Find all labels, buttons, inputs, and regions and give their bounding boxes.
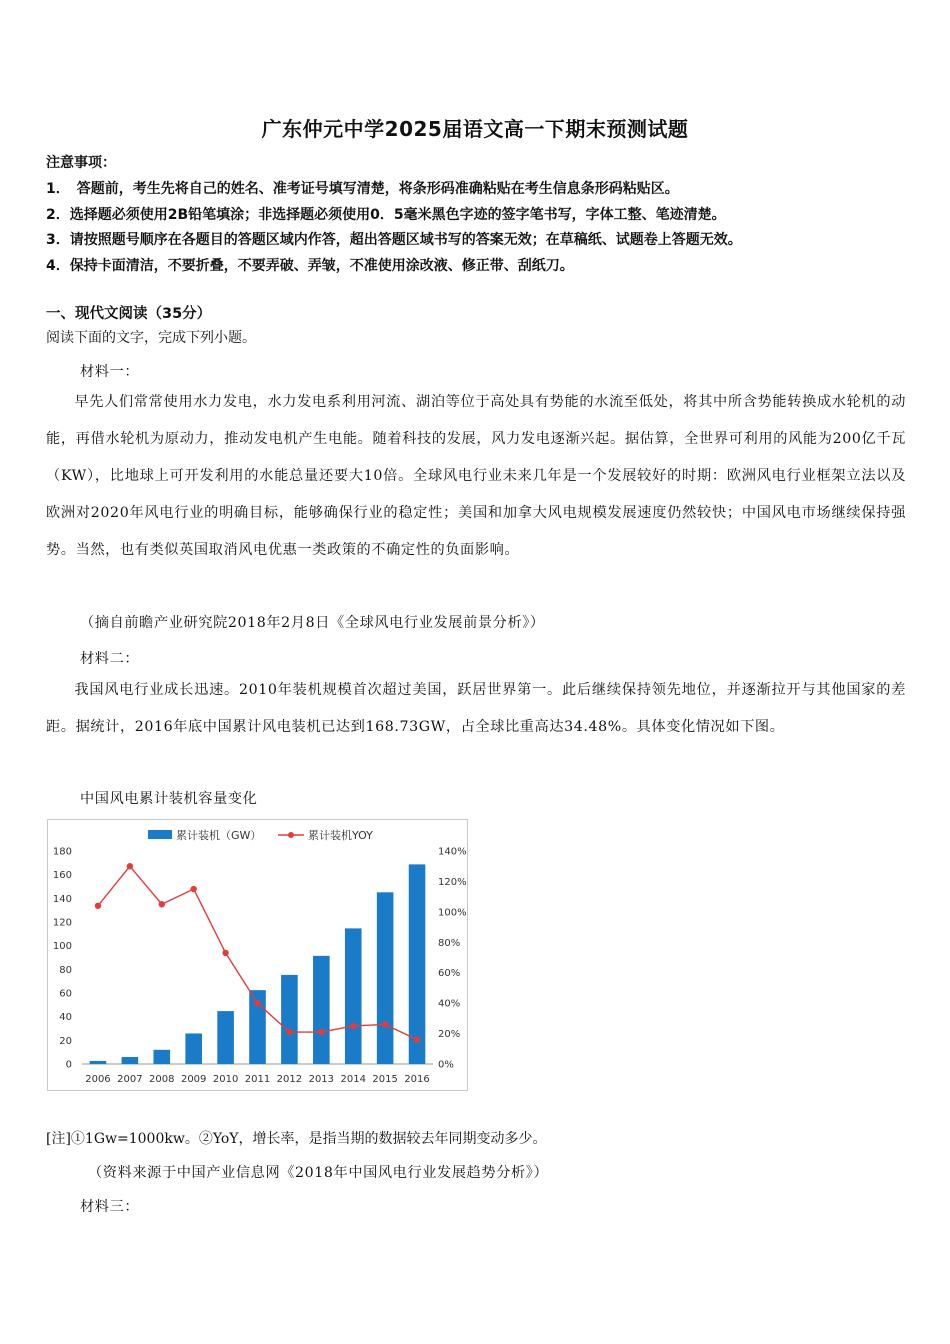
yoy-point (286, 1029, 292, 1035)
bar (217, 1011, 234, 1064)
legend-line-marker (288, 832, 294, 838)
y-right-tick-label: 60% (438, 968, 461, 980)
bar (281, 975, 298, 1064)
section-heading: 一、现代文阅读（35分） (46, 306, 212, 322)
notice-item: 2．选择题必须使用2B铅笔填涂；非选择题必须使用0．5毫米黑色字迹的签字笔书写，字体工整、笔迹清楚。 (46, 207, 726, 223)
yoy-point (127, 863, 133, 869)
page-title: 广东仲元中学2025届语文高一下期末预测试题 (261, 117, 689, 141)
y-right-tick-label: 140% (438, 846, 467, 858)
x-tick-label: 2014 (340, 1074, 366, 1085)
yoy-point (95, 903, 101, 909)
material1-paragraph: 早先人们常常使用水力发电，水力发电系利用河流、湖泊等位于高处具有势能的水流至低处，将其中所含势能转换成水轮机的动能，再借水轮机为原动力，推动发电机产生电能。随着科技的发展，风力发电逐渐兴起。据估算，全世界可利用的风能为200亿千瓦（KW），比地球上可开发利用的水能总量还要大10倍。全球风电行业未来几年是一个发展较好的时期：欧洲风电行业框架立法以及欧洲对2020年风电行业的明确目标，能够确保行业的稳定性；美国和加拿大风电规模发展速度仍然较快；中国风电市场继续保持强势。当然，也有类似英国取消风电优惠一类政策的不确定性的负面影响。 (46, 394, 906, 558)
y-left-tick-label: 100 (52, 941, 72, 953)
y-left-tick-label: 40 (59, 1012, 72, 1024)
bar (409, 864, 426, 1064)
bar (90, 1061, 107, 1064)
bar (185, 1033, 202, 1064)
yoy-point (222, 950, 228, 956)
y-left-tick-label: 20 (59, 1035, 72, 1047)
legend-bar-swatch (148, 830, 172, 839)
x-tick-label: 2008 (149, 1074, 175, 1085)
bar (153, 1050, 170, 1064)
y-left-tick-label: 60 (59, 988, 72, 1000)
bar (122, 1057, 139, 1064)
material-label: 材料一： (80, 364, 140, 380)
x-tick-label: 2012 (276, 1074, 303, 1085)
y-right-tick-label: 40% (438, 998, 461, 1010)
bar (377, 892, 394, 1064)
yoy-point (159, 901, 165, 907)
x-tick-label: 2010 (212, 1074, 239, 1085)
yoy-point (190, 886, 196, 892)
wind-capacity-chart (47, 819, 468, 1091)
chart-caption: 中国风电累计装机容量变化 (80, 791, 258, 807)
bar (345, 928, 362, 1064)
material2-source: （资料来源于中国产业信息网《2018年中国风电行业发展趋势分析》） (88, 1165, 549, 1181)
material1-source: （摘自前瞻产业研究院2018年2月8日《全球风电行业发展前景分析》） (80, 615, 545, 631)
material2-paragraph: 我国风电行业成长迅速。2010年装机规模首次超过美国，跃居世界第一。此后继续保持领先地位，并逐渐拉开与其他国家的差距。据统计，2016年底中国累计风电装机已达到168.73GW，占全球比重高达34.48%。具体变化情况如下图。 (46, 682, 906, 735)
material-label: 材料二： (80, 651, 140, 667)
chart-note: [注]①1Gw=1000kw。②YoY，增长率，是指当期的数据较去年同期变动多少。 (46, 1131, 547, 1147)
y-right-tick-label: 120% (438, 876, 467, 888)
y-left-tick-label: 0 (65, 1059, 72, 1071)
yoy-point (382, 1021, 388, 1027)
y-right-tick-label: 100% (438, 907, 467, 919)
y-left-tick-label: 140 (52, 893, 72, 905)
legend-bar-label: 累计装机（GW） (176, 829, 262, 842)
x-tick-label: 2015 (372, 1074, 398, 1085)
notice-item: 3．请按照题号顺序在各题目的答题区域内作答，超出答题区域书写的答案无效；在草稿纸、试题卷上答题无效。 (46, 232, 742, 248)
x-tick-label: 2013 (308, 1074, 335, 1085)
yoy-point (350, 1023, 356, 1029)
material-label: 材料三： (80, 1199, 140, 1215)
y-left-tick-label: 80 (59, 964, 72, 976)
yoy-point (254, 1000, 260, 1006)
instruction: 阅读下面的文字，完成下列小题。 (46, 330, 256, 346)
legend-line-label: 累计装机YOY (308, 829, 373, 842)
x-tick-label: 2007 (117, 1074, 143, 1085)
notice-item: 4．保持卡面清洁，不要折叠，不要弄破、弄皱，不准使用涂改液、修正带、刮纸刀。 (46, 258, 574, 274)
x-tick-label: 2006 (85, 1074, 111, 1085)
y-left-tick-label: 180 (52, 846, 72, 858)
y-right-tick-label: 0% (438, 1059, 454, 1071)
x-tick-label: 2016 (404, 1074, 430, 1085)
chart-svg (48, 820, 467, 1090)
yoy-point (318, 1029, 324, 1035)
yoy-point (414, 1036, 420, 1042)
y-left-tick-label: 120 (52, 917, 72, 929)
notice-item: 1． 答题前，考生先将自己的姓名、准考证号填写清楚，将条形码准确粘贴在考生信息条形码粘贴区。 (46, 181, 679, 197)
notice-heading: 注意事项： (46, 155, 116, 171)
y-right-tick-label: 80% (438, 937, 461, 949)
y-right-tick-label: 20% (438, 1029, 461, 1041)
bar (313, 956, 330, 1064)
y-left-tick-label: 160 (52, 870, 72, 882)
x-tick-label: 2009 (180, 1074, 207, 1085)
x-tick-label: 2011 (244, 1074, 271, 1085)
